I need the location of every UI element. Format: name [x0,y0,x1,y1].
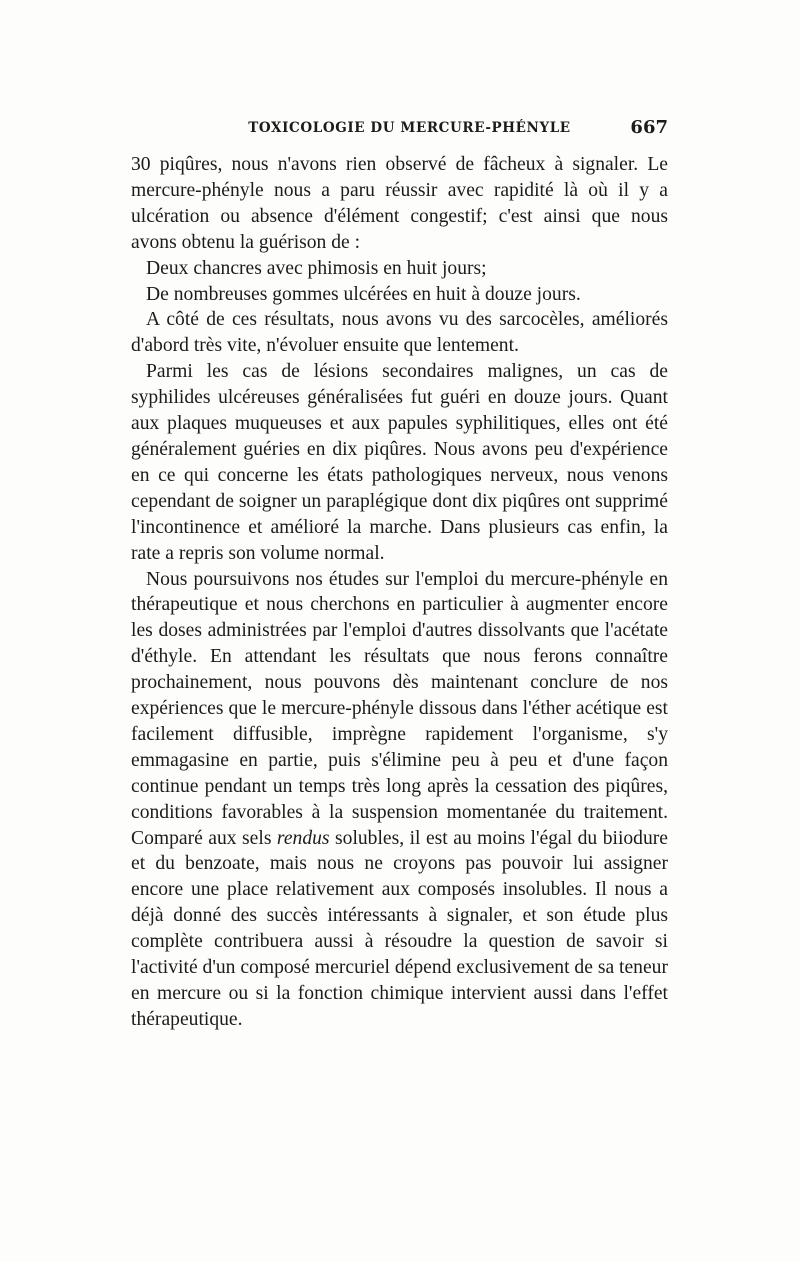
body-text [131,152,668,1033]
list-item-gommes: De nombreuses gommes ulcérées en huit à douze jours. [146,283,581,305]
emphasis-rendus: rendus [276,827,330,849]
paragraph-conclusion [131,567,668,1033]
paragraph-continuation: 30 piqûres, nous n'avons rien observé de fâcheux à signaler. Le mercure-phényle nous a paru réussir avec rapidité là où il y a ulcération ou absence d'élément congestif; c'est ainsi que nous avons obtenu la guérison de : [131,154,668,253]
page-number: 667 [630,117,668,138]
conclusion-text-after: solubles, il est au moins l'égal du biiodure et du benzoate, mais nous ne croyons pas pouvoir lui assigner encore une place relativement aux composés insolubles. Il nous a déjà donné des succès intéressants à signaler, et son étude plus complète contribuera aussi à résoudre la question de savoir si l'activité d'un composé mercuriel dépend exclusivement de sa teneur en mercure ou si la fonction chimique intervient aussi dans l'effet thérapeutique. [131,827,668,1030]
running-head [131,117,668,144]
paragraph-lesions-secondaires: Parmi les cas de lésions secondaires malignes, un cas de syphilides ulcéreuses généralisées fut guéri en douze jours. Quant aux plaques muqueuses et aux papules syphilitiques, elles ont été généralement guéries en dix piqûres. Nous avons peu d'expérience en ce qui concerne les états pathologiques nerveux, nous venons cependant de soigner un paraplégique dont dix piqûres ont supprimé l'incontinence et amélioré la marche. Dans plusieurs cas enfin, la rate a repris son volume normal. [131,361,668,564]
running-title: TOXICOLOGIE DU MERCURE-PHÉNYLE [248,120,571,136]
conclusion-text-before: Nous poursuivons nos études sur l'emploi du mercure-phényle en thérapeutique et nous cherchons en particulier à augmenter encore les doses administrées par l'emploi d'autres dissolvants que l'acétate d'éthyle. En attendant les résultats que nous ferons connaître prochainement, nous pouvons dès maintenant conclure de nos expériences que le mercure-phényle dissous dans l'éther acétique est facilement diffusible, imprègne rapidement l'organisme, s'y emmagasine en partie, puis s'élimine peu à peu et d'une façon continue pendant un temps très long après la cessation des piqûres, conditions favorables à la suspension momentanée du traitement. Comparé aux sels [131,568,668,849]
list-item-chancres: Deux chancres avec phimosis en huit jours; [146,257,487,279]
paragraph-sarcoceles: A côté de ces résultats, nous avons vu des sarcocèles, améliorés d'abord très vite, n'évoluer ensuite que lentement. [131,309,668,357]
